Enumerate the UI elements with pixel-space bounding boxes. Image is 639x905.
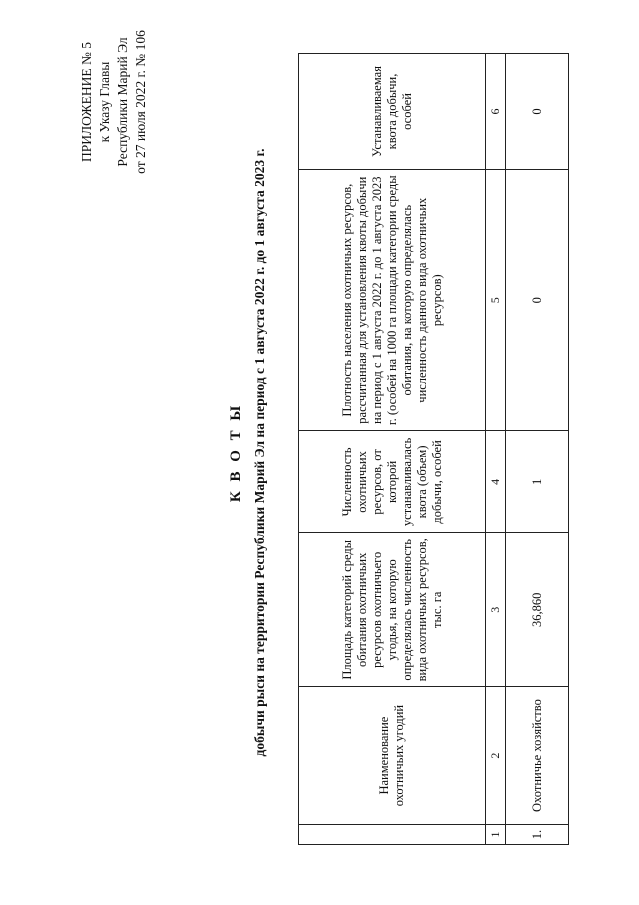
table-cell-index: 1.: [506, 825, 569, 845]
appendix-line: от 27 июля 2022 г. № 106: [133, 30, 148, 174]
table-header-row: [299, 54, 486, 845]
column-number-cell: 2: [486, 687, 506, 825]
column-number-cell: 1: [486, 825, 506, 845]
header-cell: Плотность населения охотничьих ресурсов, рассчитанная для установления квоты добычи на период с 1 августа 2022 г. до 1 августа 2023 г. (особей на 1000 га площади категории среды обитания, на которую определялась численность данного вида охотничьих ресурсов): [299, 169, 486, 430]
quota-table: [298, 53, 569, 845]
appendix-header: [78, 27, 150, 177]
table-row: [506, 54, 569, 845]
table-cell-quota: 0: [506, 54, 569, 170]
appendix-line: Республики Марий Эл: [115, 37, 130, 167]
column-number-cell: 4: [486, 431, 506, 533]
header-cell: Устанавливаемая квота добычи, особей: [299, 54, 486, 170]
table-cell-hunting-ground: Охотничье хозяйство: [506, 687, 569, 825]
table-cell-area: 36,860: [506, 533, 569, 687]
table-cell-density: 0: [506, 169, 569, 430]
document-subtitle: добычи рыси на территории Республики Марий Эл на период с 1 августа 2022 г. до 1 августа 2023 г.: [252, 148, 267, 757]
header-cell: Численность охотничьих ресурсов, от которой устанавливалась квота (объем) добычи, особей: [299, 431, 486, 533]
header-cell: Площадь категорий среды обитания охотничьих ресурсов охотничьего угодья, на которую определялась численность вида охотничьих ресурсов, тыс. га: [299, 533, 486, 687]
column-number-cell: 5: [486, 169, 506, 430]
column-number-row: [486, 54, 506, 845]
appendix-line: ПРИЛОЖЕНИЕ № 5: [79, 41, 94, 163]
header-cell: Наименование охотничьих угодий: [299, 687, 486, 825]
table-cell-population: 1: [506, 431, 569, 533]
column-number-cell: 3: [486, 533, 506, 687]
column-number-cell: 6: [486, 54, 506, 170]
header-cell: [299, 825, 486, 845]
appendix-line: к Указу Главы: [97, 61, 112, 143]
document-title: К В О Т Ы: [228, 402, 244, 503]
